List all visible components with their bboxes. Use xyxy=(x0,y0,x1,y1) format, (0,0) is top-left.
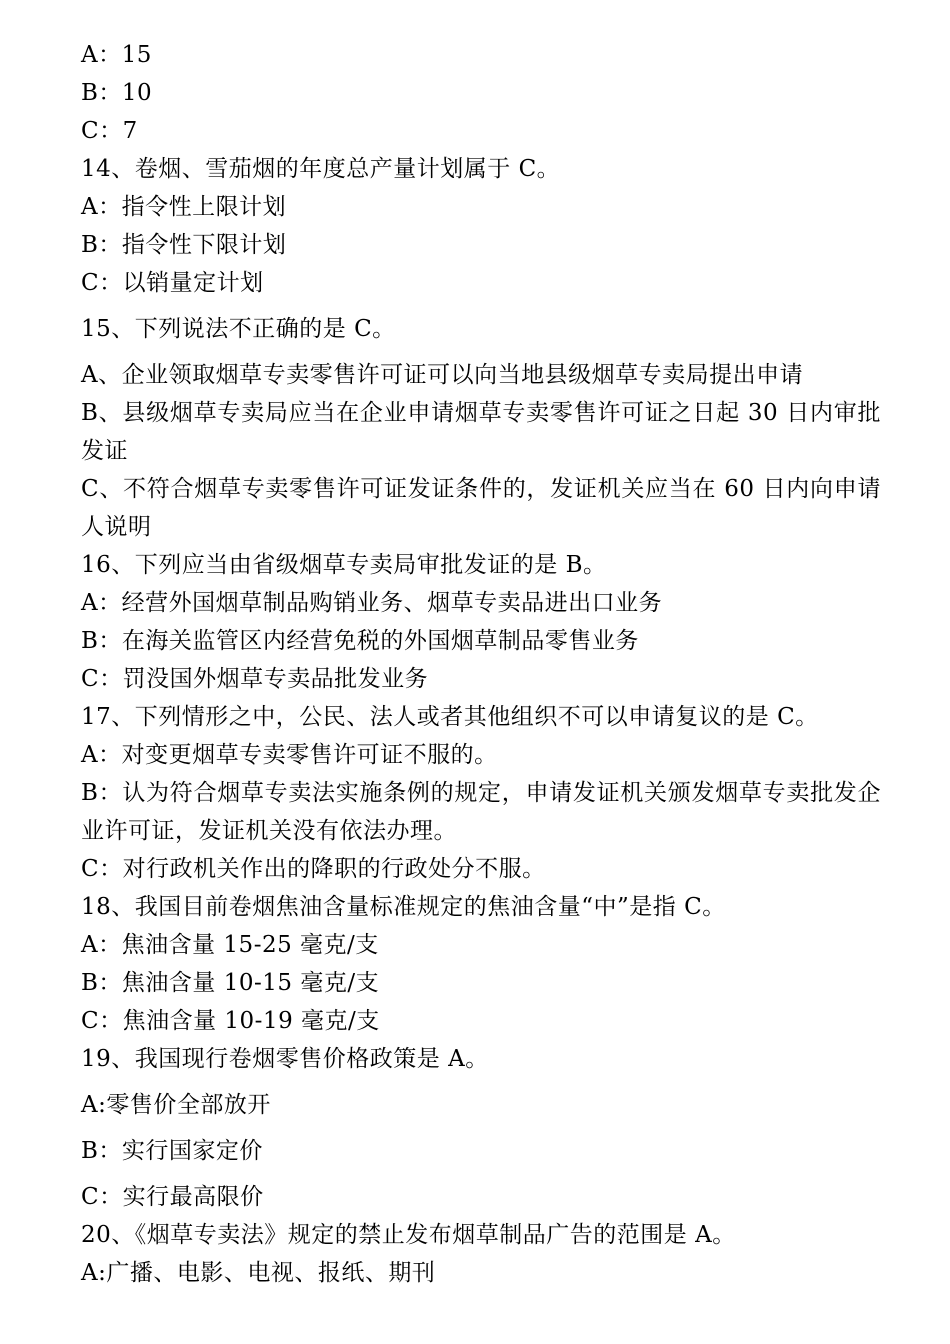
document-page xyxy=(81,36,881,1292)
question-19: 19、我国现行卷烟零售价格政策是 A。 xyxy=(81,1046,489,1072)
option-c-q18: C：焦油含量 10-19 毫克/支 xyxy=(81,1008,380,1034)
option-a-q14: A：指令性上限计划 xyxy=(81,194,287,220)
option-c-q14: C：以销量定计划 xyxy=(81,270,264,296)
option-b-q14: B：指令性下限计划 xyxy=(81,232,287,258)
option-c-q19: C：实行最高限价 xyxy=(81,1184,264,1210)
option-b-q18: B：焦油含量 10-15 毫克/支 xyxy=(81,970,380,996)
option-a-q13: A：15 xyxy=(81,42,152,68)
option-a-q20: A:广播、电影、电视、报纸、期刊 xyxy=(81,1260,436,1286)
option-b-q16: B：在海关监管区内经营免税的外国烟草制品零售业务 xyxy=(81,628,639,654)
option-c-q16: C：罚没国外烟草专卖品批发业务 xyxy=(81,666,429,692)
question-16: 16、下列应当由省级烟草专卖局审批发证的是 B。 xyxy=(81,552,607,578)
option-c-q13: C：7 xyxy=(81,118,138,144)
option-a-q17: A：对变更烟草专卖零售许可证不服的。 xyxy=(81,742,498,768)
option-b-q19: B：实行国家定价 xyxy=(81,1138,263,1164)
option-b-q15: B、县级烟草专卖局应当在企业申请烟草专卖零售许可证之日起 30 日内审批发证 xyxy=(81,400,881,464)
option-b-q17: B：认为符合烟草专卖法实施条例的规定，申请发证机关颁发烟草专卖批发企业许可证，发证机关没有依法办理。 xyxy=(81,780,881,844)
option-a-q15: A、企业领取烟草专卖零售许可证可以向当地县级烟草专卖局提出申请 xyxy=(81,362,804,388)
option-a-q16: A：经营外国烟草制品购销业务、烟草专卖品进出口业务 xyxy=(81,590,663,616)
option-a-q18: A：焦油含量 15-25 毫克/支 xyxy=(81,932,379,958)
option-a-q19: A:零售价全部放开 xyxy=(81,1092,271,1118)
question-15: 15、下列说法不正确的是 C。 xyxy=(81,316,396,342)
option-b-q13: B：10 xyxy=(81,80,153,106)
question-18: 18、我国目前卷烟焦油含量标准规定的焦油含量“中”是指 C。 xyxy=(81,894,726,920)
option-c-q17: C：对行政机关作出的降职的行政处分不服。 xyxy=(81,856,546,882)
question-20: 20、《烟草专卖法》规定的禁止发布烟草制品广告的范围是 A。 xyxy=(81,1222,736,1248)
question-14: 14、卷烟、雪茄烟的年度总产量计划属于 C。 xyxy=(81,156,561,182)
question-17: 17、下列情形之中，公民、法人或者其他组织不可以申请复议的是 C。 xyxy=(81,704,819,730)
option-c-q15: C、不符合烟草专卖零售许可证发证条件的，发证机关应当在 60 日内向申请人说明 xyxy=(81,476,881,540)
